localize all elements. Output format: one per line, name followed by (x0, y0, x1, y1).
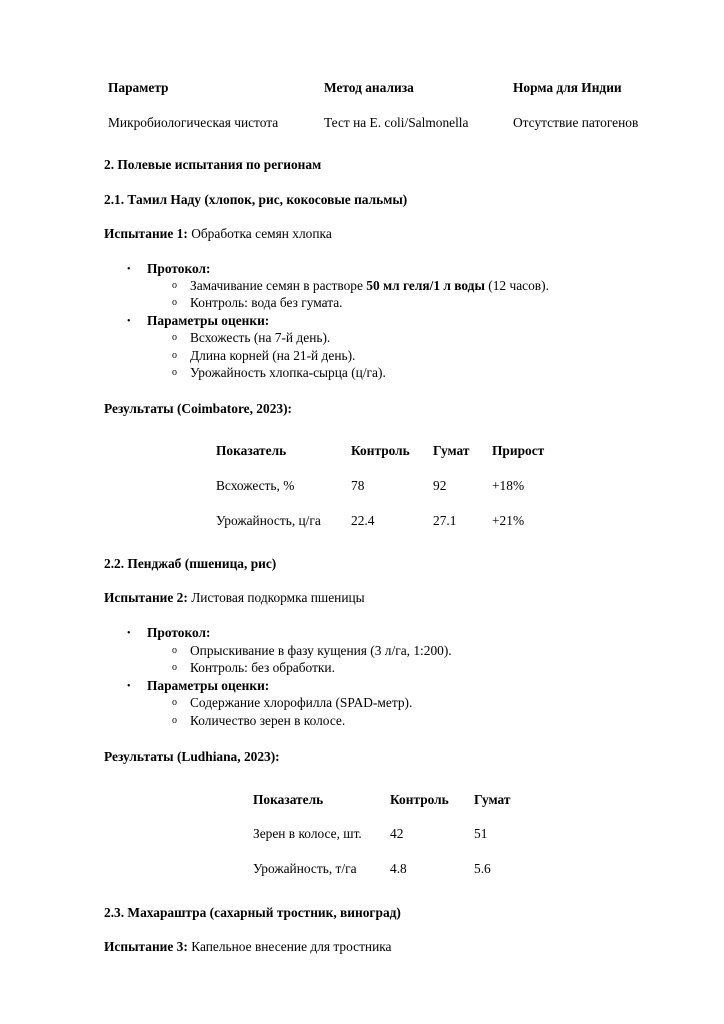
bullet: • (127, 316, 131, 327)
protocol-label: Протокол: (147, 261, 211, 276)
list-item: Контроль: вода без гумата. (190, 295, 343, 310)
table-cell: 78 (351, 478, 365, 493)
list-item: Содержание хлорофилла (SPAD-метр). (190, 695, 413, 710)
bullet: • (127, 681, 131, 692)
table-header: Гумат (433, 443, 470, 458)
table-cell: Зерен в колосе, шт. (253, 826, 362, 841)
table-cell: 27.1 (433, 513, 457, 528)
table-cell: 42 (390, 826, 404, 841)
trial-label: Испытание 3: (104, 939, 188, 954)
trial-line (104, 939, 392, 955)
trial-line (104, 590, 365, 606)
subsection-heading: 2.2. Пенджаб (пшеница, рис) (104, 556, 277, 571)
table-cell: Всхожесть, % (216, 478, 295, 493)
table-cell: 51 (474, 826, 488, 841)
table-header: Норма для Индии (513, 80, 622, 95)
trial-text: Капельное внесение для тростника (191, 939, 392, 954)
table-cell: Урожайность, ц/га (216, 513, 321, 528)
results-label: Результаты (Ludhiana, 2023): (104, 749, 280, 764)
table-header: Гумат (474, 792, 511, 807)
list-item: Урожайность хлопка-сырца (ц/га). (190, 365, 386, 380)
trial-text: Обработка семян хлопка (191, 226, 332, 241)
section-heading: 2. Полевые испытания по регионам (104, 157, 322, 172)
list-item (190, 278, 549, 294)
list-item: Опрыскивание в фазу кущения (3 л/га, 1:200). (190, 643, 452, 658)
trial-line (104, 226, 332, 242)
list-item: Длина корней (на 21-й день). (190, 348, 356, 363)
table-cell: Тест на E. coli/Salmonella (324, 115, 469, 130)
table-header: Параметр (108, 80, 169, 95)
sub-bullet: o (172, 280, 177, 291)
sub-bullet: o (172, 645, 177, 656)
table-cell: Урожайность, т/га (253, 861, 357, 876)
subsection-heading: 2.3. Махараштра (сахарный тростник, виноград) (104, 905, 401, 920)
table-cell: 22.4 (351, 513, 375, 528)
list-item: Количество зерен в колосе. (190, 713, 346, 728)
sub-bullet: o (172, 662, 177, 673)
sub-bullet: o (172, 350, 177, 361)
subsection-heading: 2.1. Тамил Наду (хлопок, рис, кокосовые пальмы) (104, 192, 408, 207)
sub-bullet: o (172, 715, 177, 726)
table-header: Контроль (390, 792, 449, 807)
bullet: • (127, 264, 131, 275)
results-label: Результаты (Coimbatore, 2023): (104, 401, 292, 416)
trial-label: Испытание 2: (104, 590, 188, 605)
params-label: Параметры оценки: (147, 678, 270, 693)
table-header: Прирост (492, 443, 545, 458)
table-cell: +21% (492, 513, 525, 528)
trial-text: Листовая подкормка пшеницы (191, 590, 365, 605)
table-header: Показатель (216, 443, 287, 458)
list-item: Всхожесть (на 7-й день). (190, 330, 331, 345)
sub-bullet: o (172, 697, 177, 708)
table-cell: 4.8 (390, 861, 407, 876)
table-cell: Отсутствие патогенов (513, 115, 639, 130)
table-header: Показатель (253, 792, 324, 807)
list-item: Контроль: без обработки. (190, 660, 335, 675)
protocol-label: Протокол: (147, 625, 211, 640)
item-text: (12 часов). (484, 278, 549, 293)
table-cell: +18% (492, 478, 525, 493)
sub-bullet: o (172, 332, 177, 343)
item-bold: 50 мл геля/1 л воды (366, 278, 485, 293)
bullet: • (127, 628, 131, 639)
sub-bullet: o (172, 297, 177, 308)
table-cell: 92 (433, 478, 447, 493)
sub-bullet: o (172, 367, 177, 378)
trial-label: Испытание 1: (104, 226, 188, 241)
params-label: Параметры оценки: (147, 313, 270, 328)
item-text: Замачивание семян в растворе (190, 278, 367, 293)
table-cell: Микробиологическая чистота (108, 115, 279, 130)
table-header: Метод анализа (324, 80, 414, 95)
table-cell: 5.6 (474, 861, 491, 876)
table-header: Контроль (351, 443, 410, 458)
